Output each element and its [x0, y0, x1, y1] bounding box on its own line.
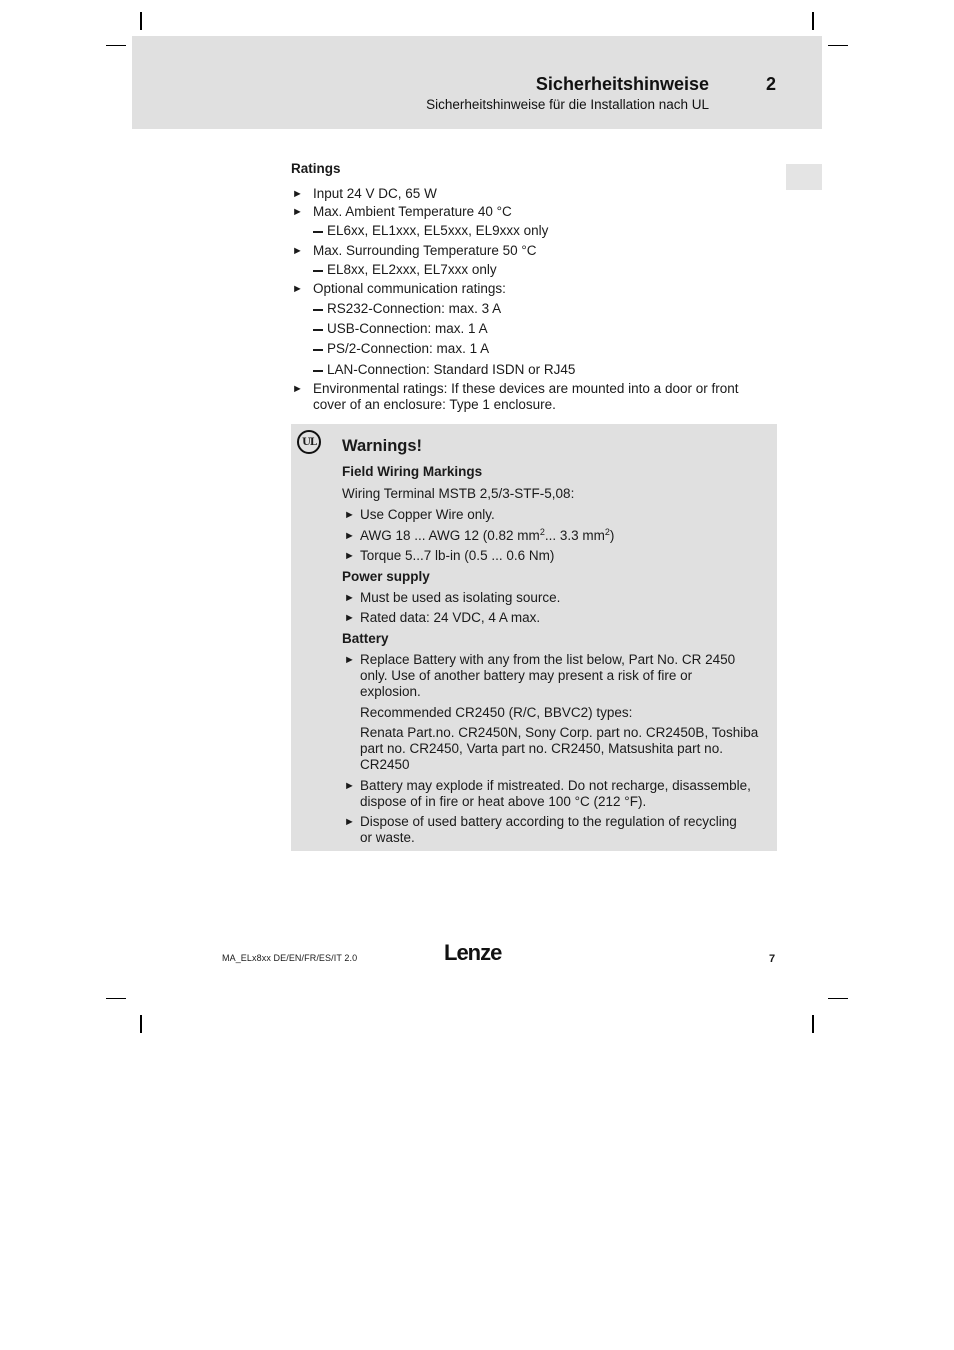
- list-item: Max. Surrounding Temperature 50 °C: [313, 243, 537, 258]
- terminal-text: Wiring Terminal MSTB 2,5/3-STF-5,08:: [342, 486, 575, 501]
- list-item: Environmental ratings: If these devices are mounted into a door or front: [313, 381, 739, 396]
- crop-mark: [140, 1015, 142, 1033]
- superscript: 2: [604, 527, 610, 537]
- dash-icon: [313, 231, 323, 233]
- awg-text-c: ): [609, 528, 615, 543]
- lenze-logo: Lenze: [444, 940, 502, 965]
- dash-icon: [313, 370, 323, 372]
- bullet-icon: ►: [344, 530, 355, 542]
- bullet-icon: ►: [292, 245, 303, 257]
- list-subitem: EL6xx, EL1xxx, EL5xxx, EL9xxx only: [327, 223, 549, 238]
- dash-icon: [313, 349, 323, 351]
- page-header: [132, 36, 822, 129]
- list-subitem: PS/2-Connection: max. 1 A: [327, 341, 490, 356]
- bullet-icon: ►: [292, 283, 303, 295]
- recommended-text: Recommended CR2450 (R/C, BBVC2) types:: [360, 705, 633, 720]
- list-item: [360, 528, 614, 544]
- battery-types-text: part no. CR2450, Varta part no. CR2450, Matsushita part no.: [360, 741, 723, 756]
- bullet-icon: ►: [344, 612, 355, 624]
- chapter-number: 2: [766, 74, 777, 94]
- field-wiring-heading: Field Wiring Markings: [342, 464, 483, 479]
- crop-mark: [106, 998, 126, 999]
- list-item: Torque 5...7 lb-in (0.5 ... 0.6 Nm): [360, 548, 555, 563]
- bullet-icon: ►: [344, 816, 355, 828]
- crop-mark: [828, 998, 848, 999]
- crop-mark: [106, 45, 126, 46]
- list-item-continued: dispose of in fire or heat above 100 °C (212 °F).: [360, 794, 647, 809]
- ul-mark-icon: UL: [297, 430, 321, 454]
- list-subitem: USB-Connection: max. 1 A: [327, 321, 488, 336]
- crop-mark: [140, 12, 142, 30]
- list-item-continued: only. Use of another battery may present a risk of fire or: [360, 668, 693, 683]
- list-subitem: LAN-Connection: Standard ISDN or RJ45: [327, 362, 576, 377]
- awg-text-a: AWG 18 ... AWG 12 (0.82 mm: [360, 528, 540, 543]
- battery-heading: Battery: [342, 631, 389, 646]
- chapter-tab: [786, 164, 822, 190]
- list-item: Use Copper Wire only.: [360, 507, 495, 522]
- list-item: Rated data: 24 VDC, 4 A max.: [360, 610, 541, 625]
- awg-text-b: ... 3.3 mm: [544, 528, 605, 543]
- bullet-icon: ►: [292, 383, 303, 395]
- list-item: Must be used as isolating source.: [360, 590, 561, 605]
- bullet-icon: ►: [292, 206, 303, 218]
- list-item: Input 24 V DC, 65 W: [313, 186, 437, 201]
- bullet-icon: ►: [344, 654, 355, 666]
- crop-mark: [812, 1015, 814, 1033]
- list-item: Max. Ambient Temperature 40 °C: [313, 204, 512, 219]
- battery-types-text: Renata Part.no. CR2450N, Sony Corp. part no. CR2450B, Toshiba: [360, 725, 759, 740]
- list-item-continued: explosion.: [360, 684, 421, 699]
- bullet-icon: ►: [344, 780, 355, 792]
- document-code: MA_ELx8xx DE/EN/FR/ES/IT 2.0: [222, 953, 358, 963]
- crop-mark: [812, 12, 814, 30]
- list-item-continued: cover of an enclosure: Type 1 enclosure.: [313, 397, 556, 412]
- page-number: 7: [769, 953, 776, 965]
- dash-icon: [313, 329, 323, 331]
- list-item: Replace Battery with any from the list below, Part No. CR 2450: [360, 652, 736, 667]
- superscript: 2: [539, 527, 545, 537]
- bullet-icon: ►: [344, 509, 355, 521]
- list-item-continued: or waste.: [360, 830, 415, 845]
- bullet-icon: ►: [292, 188, 303, 200]
- power-supply-heading: Power supply: [342, 569, 430, 584]
- header-title: Sicherheitshinweise: [535, 74, 709, 94]
- list-subitem: RS232-Connection: max. 3 A: [327, 301, 502, 316]
- list-subitem: EL8xx, EL2xxx, EL7xxx only: [327, 262, 497, 277]
- ratings-heading: Ratings: [291, 161, 341, 176]
- header-subtitle: Sicherheitshinweise für die Installation nach UL: [426, 97, 709, 112]
- battery-types-text: CR2450: [360, 757, 410, 772]
- bullet-icon: ►: [344, 550, 355, 562]
- dash-icon: [313, 309, 323, 311]
- bullet-icon: ►: [344, 592, 355, 604]
- list-item: Battery may explode if mistreated. Do not recharge, disassemble,: [360, 778, 751, 793]
- dash-icon: [313, 270, 323, 272]
- warning-title: Warnings!: [342, 437, 423, 455]
- list-item: Dispose of used battery according to the regulation of recycling: [360, 814, 737, 829]
- crop-mark: [828, 45, 848, 46]
- list-item: Optional communication ratings:: [313, 281, 506, 296]
